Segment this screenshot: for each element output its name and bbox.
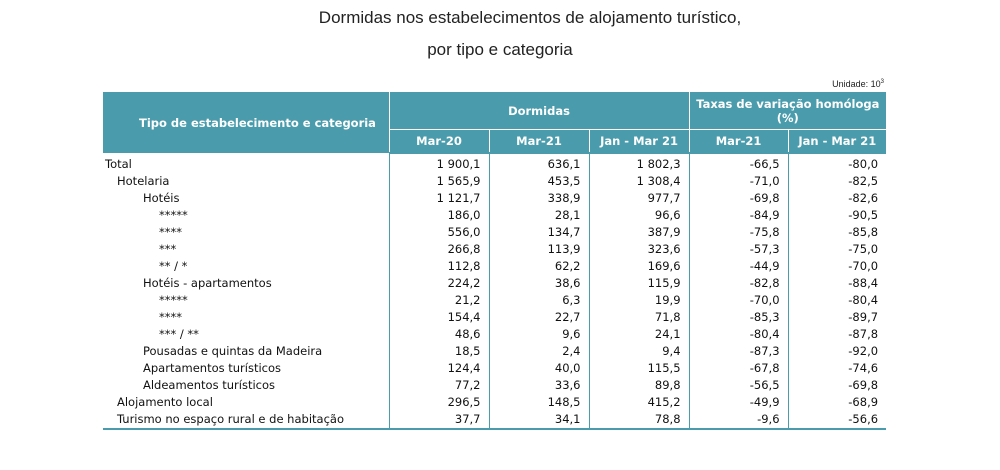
table-cell: -69,8 — [689, 190, 788, 207]
row-label: ***** — [103, 207, 389, 224]
table-cell: 115,9 — [589, 275, 689, 292]
table-cell: 387,9 — [589, 224, 689, 241]
table-cell: -67,8 — [689, 360, 788, 377]
table-cell: 296,5 — [389, 394, 489, 411]
page-subtitle: por tipo e categoria — [427, 40, 573, 59]
table-cell: 2,4 — [489, 343, 589, 360]
row-label: ** / * — [103, 258, 389, 275]
row-label: Total — [103, 153, 389, 173]
table-cell: 18,5 — [389, 343, 489, 360]
table-cell: -82,8 — [689, 275, 788, 292]
table-cell: -80,0 — [848, 157, 879, 171]
table-cell: 124,4 — [389, 360, 489, 377]
table-cell: -92,0 — [848, 344, 879, 358]
unit-exponent: 3 — [880, 79, 884, 85]
row-label: Hotéis - apartamentos — [103, 275, 389, 292]
table-row — [103, 153, 886, 173]
table-row — [103, 241, 886, 258]
table-cell: -56,5 — [689, 377, 788, 394]
row-label: Hotéis — [103, 190, 389, 207]
table-cell: -80,4 — [848, 293, 879, 307]
col-header: Jan - Mar 21 — [788, 130, 886, 154]
table-cell: -75,8 — [689, 224, 788, 241]
table-cell: 115,5 — [589, 360, 689, 377]
table-cell: 78,8 — [589, 411, 689, 429]
table-cell: -90,5 — [848, 208, 879, 222]
row-label: **** — [103, 224, 389, 241]
table-cell: 40,0 — [489, 360, 589, 377]
table-cell: -56,6 — [788, 411, 886, 429]
table-cell: 77,2 — [389, 377, 489, 394]
page-title: Dormidas nos estabelecimentos de alojamento turístico, — [318, 8, 742, 27]
table-row — [103, 173, 886, 190]
table-cell: 28,1 — [489, 207, 589, 224]
col-header: Mar-21 — [489, 130, 589, 154]
table-cell: 9,6 — [489, 326, 589, 343]
table-row — [103, 275, 886, 292]
table-cell: -49,9 — [689, 394, 788, 411]
table-cell: -89,7 — [848, 310, 879, 324]
col-header: Jan - Mar 21 — [589, 130, 689, 154]
unit-label — [780, 79, 884, 89]
table-row — [103, 224, 886, 241]
table-cell: 6,3 — [489, 292, 589, 309]
table-cell: 977,7 — [589, 190, 689, 207]
table-cell: 34,1 — [489, 411, 589, 429]
table-cell: -87,8 — [848, 327, 879, 341]
group-header-taxas: Taxas de variação homóloga (%) — [689, 92, 886, 130]
col-header: Mar-21 — [689, 130, 788, 154]
table-cell: -88,4 — [848, 276, 879, 290]
table-cell: -82,5 — [848, 174, 879, 188]
table-cell: -70,0 — [689, 292, 788, 309]
table-cell: -82,6 — [848, 191, 879, 205]
table-cell: 112,8 — [389, 258, 489, 275]
row-header: Tipo de estabelecimento e categoria — [103, 92, 389, 153]
col-header: Mar-20 — [389, 130, 489, 154]
table-cell: 1 802,3 — [589, 153, 689, 173]
table-cell: -66,5 — [689, 153, 788, 173]
table-cell: -74,6 — [848, 361, 879, 375]
table-cell: 266,8 — [389, 241, 489, 258]
table-cell: 38,6 — [489, 275, 589, 292]
row-label: Hotelaria — [103, 173, 389, 190]
table-cell: -44,9 — [689, 258, 788, 275]
table-cell: 33,6 — [489, 377, 589, 394]
table-cell: 323,6 — [589, 241, 689, 258]
table-cell: -57,3 — [689, 241, 788, 258]
table-cell: 19,9 — [589, 292, 689, 309]
table-cell: 134,7 — [489, 224, 589, 241]
table-row — [103, 343, 886, 360]
table-row — [103, 326, 886, 343]
table-cell: -68,9 — [848, 395, 879, 409]
table-cell: 1 900,1 — [389, 153, 489, 173]
table-cell: 113,9 — [489, 241, 589, 258]
table-cell: 37,7 — [389, 411, 489, 429]
table-cell: 71,8 — [589, 309, 689, 326]
table-cell: 154,4 — [389, 309, 489, 326]
table-cell: -84,9 — [689, 207, 788, 224]
row-label: *** / ** — [103, 326, 389, 343]
table-cell: 1 121,7 — [389, 190, 489, 207]
table-row — [103, 360, 886, 377]
table-row — [103, 258, 886, 275]
table-cell: -9,6 — [689, 411, 788, 429]
table-cell: 9,4 — [589, 343, 689, 360]
table-row — [103, 207, 886, 224]
row-label: Aldeamentos turísticos — [103, 377, 389, 394]
table-body — [103, 153, 886, 429]
table-cell: 21,2 — [389, 292, 489, 309]
table-row — [103, 377, 886, 394]
table-cell: 453,5 — [489, 173, 589, 190]
table-cell: -85,8 — [848, 225, 879, 239]
table-cell: 24,1 — [589, 326, 689, 343]
table-cell: 62,2 — [489, 258, 589, 275]
table-row — [103, 309, 886, 326]
table-cell: -69,8 — [848, 378, 879, 392]
row-label: Apartamentos turísticos — [103, 360, 389, 377]
table-row — [103, 394, 886, 411]
table-cell: 556,0 — [389, 224, 489, 241]
table-cell: -87,3 — [689, 343, 788, 360]
row-label: ***** — [103, 292, 389, 309]
table-cell: 1 565,9 — [389, 173, 489, 190]
table-cell: 89,8 — [589, 377, 689, 394]
row-label: Turismo no espaço rural e de habitação — [103, 411, 389, 429]
row-label: Alojamento local — [103, 394, 389, 411]
table-cell: 186,0 — [389, 207, 489, 224]
table-cell: 48,6 — [389, 326, 489, 343]
table-cell: 636,1 — [489, 153, 589, 173]
table-row — [103, 190, 886, 207]
table-cell: -80,4 — [689, 326, 788, 343]
table-row — [103, 292, 886, 309]
unit-label-text: Unidade: 10 — [832, 79, 881, 89]
row-label: **** — [103, 309, 389, 326]
table-cell: -75,0 — [848, 242, 879, 256]
table-cell: 415,2 — [589, 394, 689, 411]
table-cell: 224,2 — [389, 275, 489, 292]
group-header-dormidas: Dormidas — [389, 92, 689, 130]
data-table — [103, 92, 886, 430]
table-row — [103, 411, 886, 429]
row-label: *** — [103, 241, 389, 258]
table-cell: 1 308,4 — [589, 173, 689, 190]
table-cell: -70,0 — [848, 259, 879, 273]
table-cell: -71,0 — [689, 173, 788, 190]
table-cell: 148,5 — [489, 394, 589, 411]
table-cell: 96,6 — [589, 207, 689, 224]
table-cell: 338,9 — [489, 190, 589, 207]
row-label: Pousadas e quintas da Madeira — [103, 343, 389, 360]
table-cell: 22,7 — [489, 309, 589, 326]
table-cell: 169,6 — [589, 258, 689, 275]
table-cell: -85,3 — [689, 309, 788, 326]
